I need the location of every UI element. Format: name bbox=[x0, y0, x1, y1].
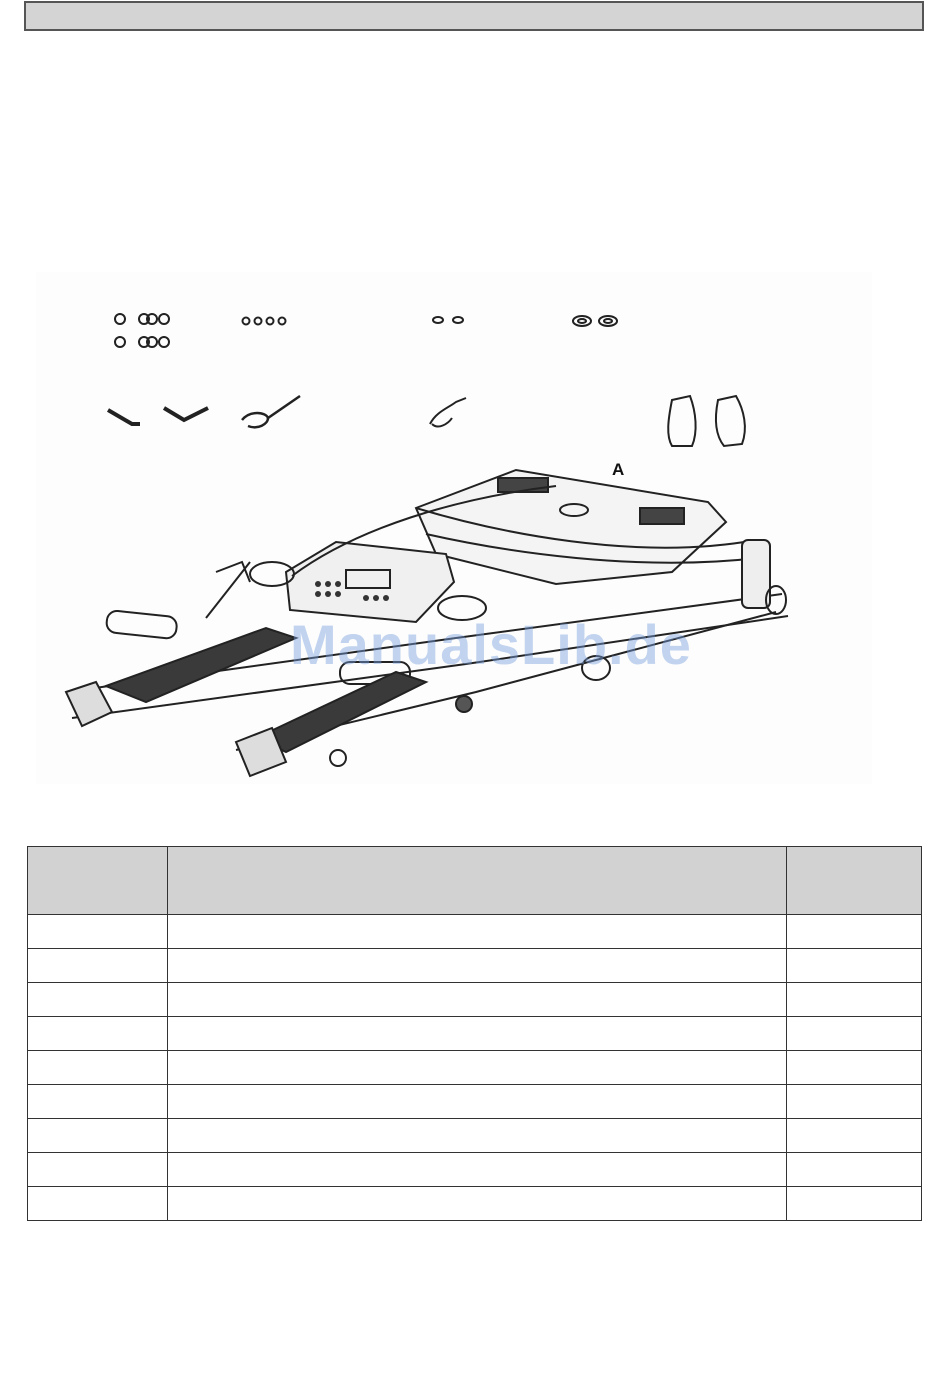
table-row bbox=[28, 983, 922, 1017]
cell-qty bbox=[787, 915, 922, 949]
cell-no bbox=[28, 1051, 168, 1085]
cell-no bbox=[28, 983, 168, 1017]
header-bar bbox=[24, 1, 924, 31]
nuts-icon bbox=[433, 317, 463, 323]
assembly-figure bbox=[36, 272, 872, 784]
allen-keys-icon bbox=[108, 408, 208, 424]
table-row bbox=[28, 915, 922, 949]
cell-description bbox=[168, 1119, 787, 1153]
wrench-icon bbox=[242, 396, 300, 427]
table-row bbox=[28, 1085, 922, 1119]
screws-icon bbox=[243, 318, 286, 325]
cell-no bbox=[28, 949, 168, 983]
cell-qty bbox=[787, 1153, 922, 1187]
table-row bbox=[28, 1153, 922, 1187]
cell-description bbox=[168, 1017, 787, 1051]
cell-qty bbox=[787, 1085, 922, 1119]
watermark: ManualsLib.de bbox=[290, 613, 692, 676]
cell-no bbox=[28, 915, 168, 949]
treadmill-drawing bbox=[36, 272, 872, 784]
washers-icon bbox=[573, 316, 617, 326]
cell-qty bbox=[787, 949, 922, 983]
oil-bottle-icon bbox=[430, 398, 466, 426]
table-row bbox=[28, 1187, 922, 1221]
cell-description bbox=[168, 983, 787, 1017]
cell-no bbox=[28, 1017, 168, 1051]
cell-no bbox=[28, 1153, 168, 1187]
column-header-no bbox=[28, 847, 168, 915]
table-row bbox=[28, 1017, 922, 1051]
table-row bbox=[28, 949, 922, 983]
cell-no bbox=[28, 1085, 168, 1119]
table-row bbox=[28, 1051, 922, 1085]
cell-description bbox=[168, 949, 787, 983]
cell-description bbox=[168, 1187, 787, 1221]
side-covers-icon bbox=[668, 396, 745, 446]
table-row bbox=[28, 1119, 922, 1153]
parts-table bbox=[27, 846, 922, 1221]
cell-qty bbox=[787, 983, 922, 1017]
column-header-qty bbox=[787, 847, 922, 915]
cell-qty bbox=[787, 1017, 922, 1051]
part-label-a: A bbox=[612, 460, 625, 479]
cell-description bbox=[168, 1051, 787, 1085]
cell-no bbox=[28, 1119, 168, 1153]
cell-qty bbox=[787, 1119, 922, 1153]
cell-description bbox=[168, 1085, 787, 1119]
bolts-icon bbox=[115, 314, 169, 347]
cell-no bbox=[28, 1187, 168, 1221]
table-header-row bbox=[28, 847, 922, 915]
cell-description bbox=[168, 1153, 787, 1187]
cell-qty bbox=[787, 1187, 922, 1221]
cell-description bbox=[168, 915, 787, 949]
cell-qty bbox=[787, 1051, 922, 1085]
column-header-description bbox=[168, 847, 787, 915]
